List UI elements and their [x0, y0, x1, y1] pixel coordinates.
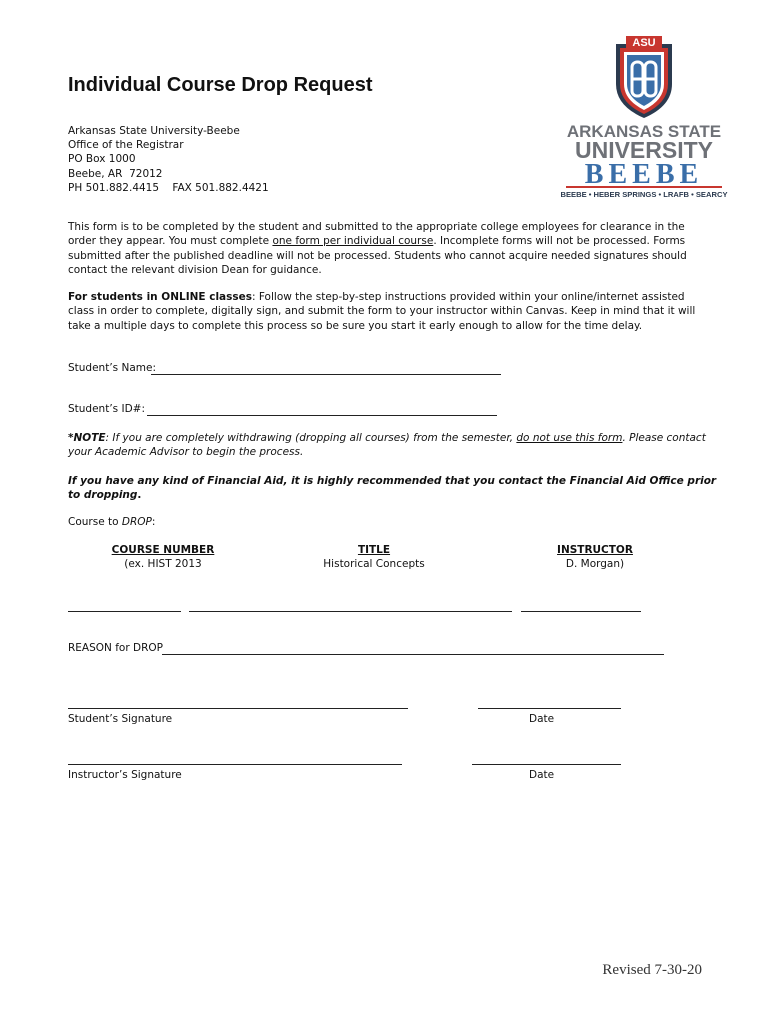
underlined-text: one form per individual course [272, 235, 434, 248]
svg-text:BEEBE • HEBER SPRINGS • LRAFB: BEEBE • HEBER SPRINGS • LRAFB • SEARCY [560, 190, 728, 199]
instructor-signature-label: Instructor’s Signature [68, 769, 182, 781]
course-number-field[interactable] [68, 611, 181, 612]
revision-date: Revised 7-30-20 [602, 962, 702, 978]
reason-field[interactable] [162, 654, 664, 655]
course-title-field[interactable] [189, 611, 512, 612]
column-example-instructor: D. Morgan) [565, 558, 625, 570]
student-signature-field[interactable] [68, 708, 408, 709]
svg-text:BEEBE: BEEBE [584, 159, 704, 190]
university-logo [560, 34, 728, 202]
instructor-date-field[interactable] [472, 764, 621, 765]
address-line: Office of the Registrar [68, 139, 184, 152]
note-label: *NOTE [68, 432, 106, 444]
column-example-title: Historical Concepts [323, 558, 425, 570]
student-signature-label: Student’s Signature [68, 713, 173, 725]
student-id-field[interactable] [147, 415, 497, 416]
note-paragraph: *NOTE: If you are completely withdrawing (dropping all courses) from the semester, do not use this form. Please contact your Academic Advisor to begin the process. [68, 432, 706, 459]
online-heading: For students in ONLINE classes [68, 291, 253, 303]
column-example-course-number: (ex. HIST 2013 [124, 558, 202, 570]
address-line: PH 501.882.4415 FAX 501.882.4421 [68, 181, 269, 194]
student-name-label: Student’s Name: [68, 362, 156, 374]
intro-paragraph: This form is to be completed by the student and submitted to the appropriate college employees for clearance in the order they appear. You must complete one form per individual course. Incomplete forms will not be processed. Forms submitted after the published deadline will not be processed. Students who cannot acquire needed signatures should contact the relevant division Dean for guidance. [68, 221, 687, 277]
instructor-field[interactable] [521, 611, 641, 612]
student-date-field[interactable] [478, 708, 621, 709]
svg-text:ARKANSAS STATE: ARKANSAS STATE [566, 122, 722, 141]
address-line: Arkansas State University-Beebe [68, 125, 240, 137]
instructor-signature-field[interactable] [68, 764, 402, 765]
reason-label: REASON for DROP [68, 642, 163, 654]
address-line: Beebe, AR 72012 [68, 167, 163, 180]
asu-shield-icon [560, 34, 728, 202]
course-to-drop-label: Course to DROP: [68, 516, 156, 528]
student-id-label: Student’s ID#: [68, 403, 145, 415]
column-header-course-number: COURSE NUMBER [111, 544, 215, 556]
column-header-instructor: INSTRUCTOR [557, 544, 633, 556]
underlined-text: do not use this form [516, 432, 623, 444]
online-paragraph: For students in ONLINE classes: Follow the step-by-step instructions provided within your online/internet assisted class in order to complete, digitally sign, and submit the form to your instructor within Canvas. Keep in mind that it will take a multiple days to complete this process so be sure you start it early enough to allow for the time delay. [68, 291, 696, 332]
date-label: Date [529, 713, 555, 725]
address-line: PO Box 1000 [68, 153, 136, 166]
page-title: Individual Course Drop Request [68, 74, 373, 96]
student-name-field[interactable] [151, 374, 501, 375]
column-header-title: TITLE [357, 544, 391, 556]
svg-text:ASU: ASU [632, 37, 656, 49]
svg-text:UNIVERSITY: UNIVERSITY [574, 137, 714, 163]
address-block [68, 124, 269, 195]
financial-aid-notice: If you have any kind of Financial Aid, it is highly recommended that you contact the Financial Aid Office prior to dropping. [68, 475, 717, 502]
date-label: Date [529, 769, 555, 781]
